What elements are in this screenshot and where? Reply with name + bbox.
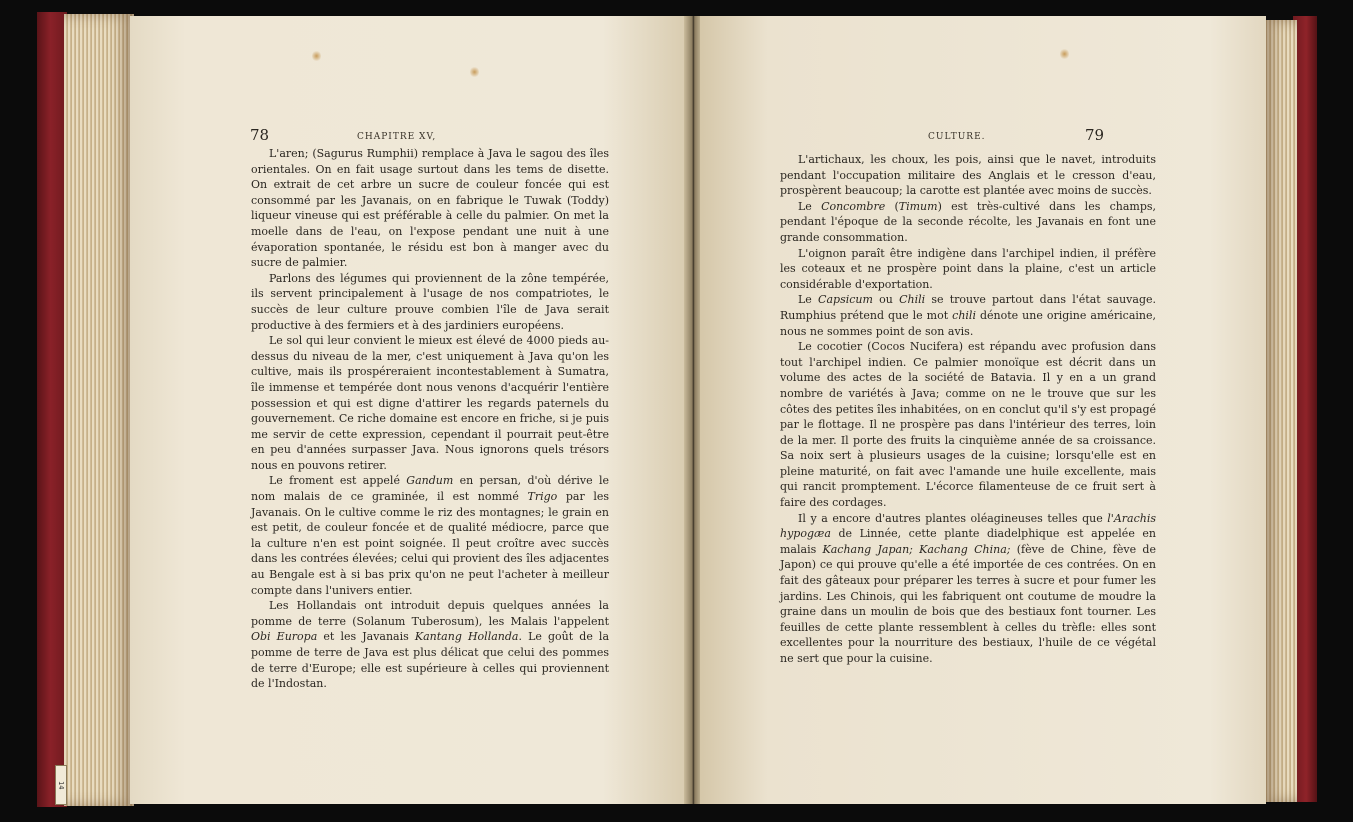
paragraph <box>780 339 1156 511</box>
paragraph <box>251 473 609 598</box>
text-run: L'aren; (Sagurus Rumphii) remplace à Java le sagou des îles orientales. On en fait usage surtout dans les tems de disette. On extrait de cet arbre un sucre de couleur foncée qui est consommé par les Javanais, on en fabrique le Tuwak (Toddy) liqueur vineuse qui est préférable à celle du palmier. On met la moelle dans de l'eau, on l'expose pendant une nuit à une évaporation spontanée, le résidu est bon à manger avec du sucre de palmier. <box>251 147 609 270</box>
italic-term: Obi Europa <box>251 630 318 644</box>
text-run: et les Javanais <box>317 630 415 644</box>
text-run: Parlons des légumes qui proviennent de la zône tempérée, ils servent principalement à l'usage de nos compatriotes, le succès de leur culture prouve combien l'île de Java serait productive à des fermiers et à des jardiniers européens. <box>251 271 609 332</box>
italic-term: Chili <box>899 293 926 307</box>
text-run: L'oignon paraît être indigène dans l'archipel indien, il préfère les coteaux et ne prospère point dans la plaine, c'est un article considérable d'exportation. <box>780 246 1156 291</box>
italic-term: Timum <box>898 199 938 213</box>
italic-term: Kachang Japan; Kachang China; <box>822 542 1011 556</box>
text-run: par les Javanais. On le cultive comme le riz des montagnes; le grain en est petit, de couleur foncée et de qualité médiocre, parce que la culture n'en est point soignée. Il peut croître avec succès dans les contrées élevées; celui qui provient des îles adjacentes au Bengale est à si bas prix qu'on ne peut l'acheter à meilleur compte dans l'univers entier. <box>251 490 609 597</box>
text-run: Le sol qui leur convient le mieux est élevé de 4000 pieds au-dessus du niveau de la mer, c'est uniquement à Java qu'on les cultive, mais ils prospéreraient incontestablement à Sumatra, île immense et tempérée dont nous venons d'acquérir l'entière possession et qui est digne d'attirer les regards paternels du gouvernement. Ce riche domaine est encore en friche, si je puis me servir de cette expression, cependant il pourrait peut-être en peu d'années surpasser Java. Nous ignorons quels trésors nous en pouvons retirer. <box>251 334 609 472</box>
page-number: 79 <box>1085 126 1105 144</box>
text-run: ou <box>872 293 900 307</box>
paragraph <box>780 152 1156 199</box>
foxing-spot <box>470 66 479 78</box>
italic-term: Trigo <box>527 490 558 504</box>
text-run: Il y a encore d'autres plantes oléagineuses telles que <box>798 511 1108 525</box>
running-head: CHAPITRE XV, <box>357 132 437 142</box>
paragraph <box>780 246 1156 293</box>
page-number: 78 <box>250 126 270 144</box>
left-page <box>130 16 686 804</box>
body-text <box>780 152 1156 667</box>
italic-term: chili <box>952 308 976 322</box>
running-head: CULTURE. <box>928 132 986 142</box>
library-label: 14 <box>55 765 67 805</box>
body-text <box>251 146 609 692</box>
italic-term: Concombre <box>821 199 886 213</box>
text-run: Les Hollandais ont introduit depuis quelques années la pomme de terre (Solanum Tuberosum), les Malais l'appelent <box>251 599 609 628</box>
text-run: (fève de Chine, fève de Japon) ce qui prouve qu'elle a été importée de ces contrées. On en fait des gâteaux pour préparer les terres à sucre et pour fumer les jardins. Les Chinois, qui les fabriquent ont coutume de moudre la graine dans un moulin de bois que des bestiaux font tourner. Les feuilles de cette plante ressemblent à celles du trèfle: elles sont excellentes pour la nourriture des bestiaux, l'huile de ce végétal ne sert que pour la cuisine. <box>780 542 1156 665</box>
paragraph <box>780 511 1156 667</box>
text-run: . Le goût de la pomme de terre de Java est plus délicat que celui des pommes de terre d'Europe; elle est supérieure à celles qui proviennent de l'Indostan. <box>251 630 610 691</box>
text-run: en persan, d'où dérive le nom malais de ce graminée, il est nommé <box>251 474 609 504</box>
paragraph <box>780 292 1156 339</box>
paragraph <box>251 271 609 333</box>
text-run: dénote une origine américaine, nous ne sommes point de son avis. <box>780 308 1156 338</box>
paragraph <box>251 333 609 473</box>
foxing-spot <box>1060 48 1069 60</box>
text-run: Le cocotier (Cocos Nucifera) est répandu avec profusion dans tout l'archipel indien. Ce palmier monoïque est décrit dans un volume des actes de la société de Batavia. Il y en a un grand nombre de variétés à Java; comme on ne le trouve que sur les côtes des petites îles inhabitées, on en conclut qu'il s'y est propagé par le flottage. Il ne prospère pas dans l'intérieur des terres, loin de la mer. Il porte des fruits la cinquième année de sa croissance. Sa noix sert à plusieurs usages de la cuisine; lorsqu'elle est en pleine maturité, on fait avec l'amande une huile excellente, mais qui rancit promptement. L'écorce filamenteuse de ce fruit sert à faire des cordages. <box>780 340 1156 510</box>
paragraph <box>780 199 1156 246</box>
right-page <box>700 16 1266 804</box>
text-run: se trouve partout dans l'état sauvage. Rumphius prétend que le mot <box>780 293 1157 322</box>
paragraph <box>251 146 609 271</box>
text-run: Le <box>798 293 819 307</box>
italic-term: l'Arachis hypogæa <box>780 511 1156 541</box>
text-run: Le froment est appelé <box>269 474 407 488</box>
page-edges-right <box>1263 20 1297 802</box>
text-run: L'artichaux, les choux, les pois, ainsi que le navet, introduits pendant l'occupation militaire des Anglais et le cresson d'eau, prospèrent beaucoup; la carotte est plantée avec moins de succès. <box>780 153 1156 198</box>
text-run: Le <box>798 199 822 213</box>
paragraph <box>251 598 609 692</box>
text-run: ( <box>885 199 899 213</box>
page-edges-left <box>64 14 134 806</box>
text-run: ) est très-cultivé dans les champs, pendant l'époque de la seconde récolte, les Javanais en font une grande consommation. <box>780 199 1157 244</box>
foxing-spot <box>312 50 321 62</box>
italic-term: Capsicum <box>818 293 873 307</box>
italic-term: Kantang Hollanda <box>414 630 519 644</box>
italic-term: Gandum <box>406 474 454 488</box>
text-run: de Linnée, cette plante diadelphique est appelée en malais <box>780 527 1156 556</box>
book-cover-left <box>37 12 67 807</box>
